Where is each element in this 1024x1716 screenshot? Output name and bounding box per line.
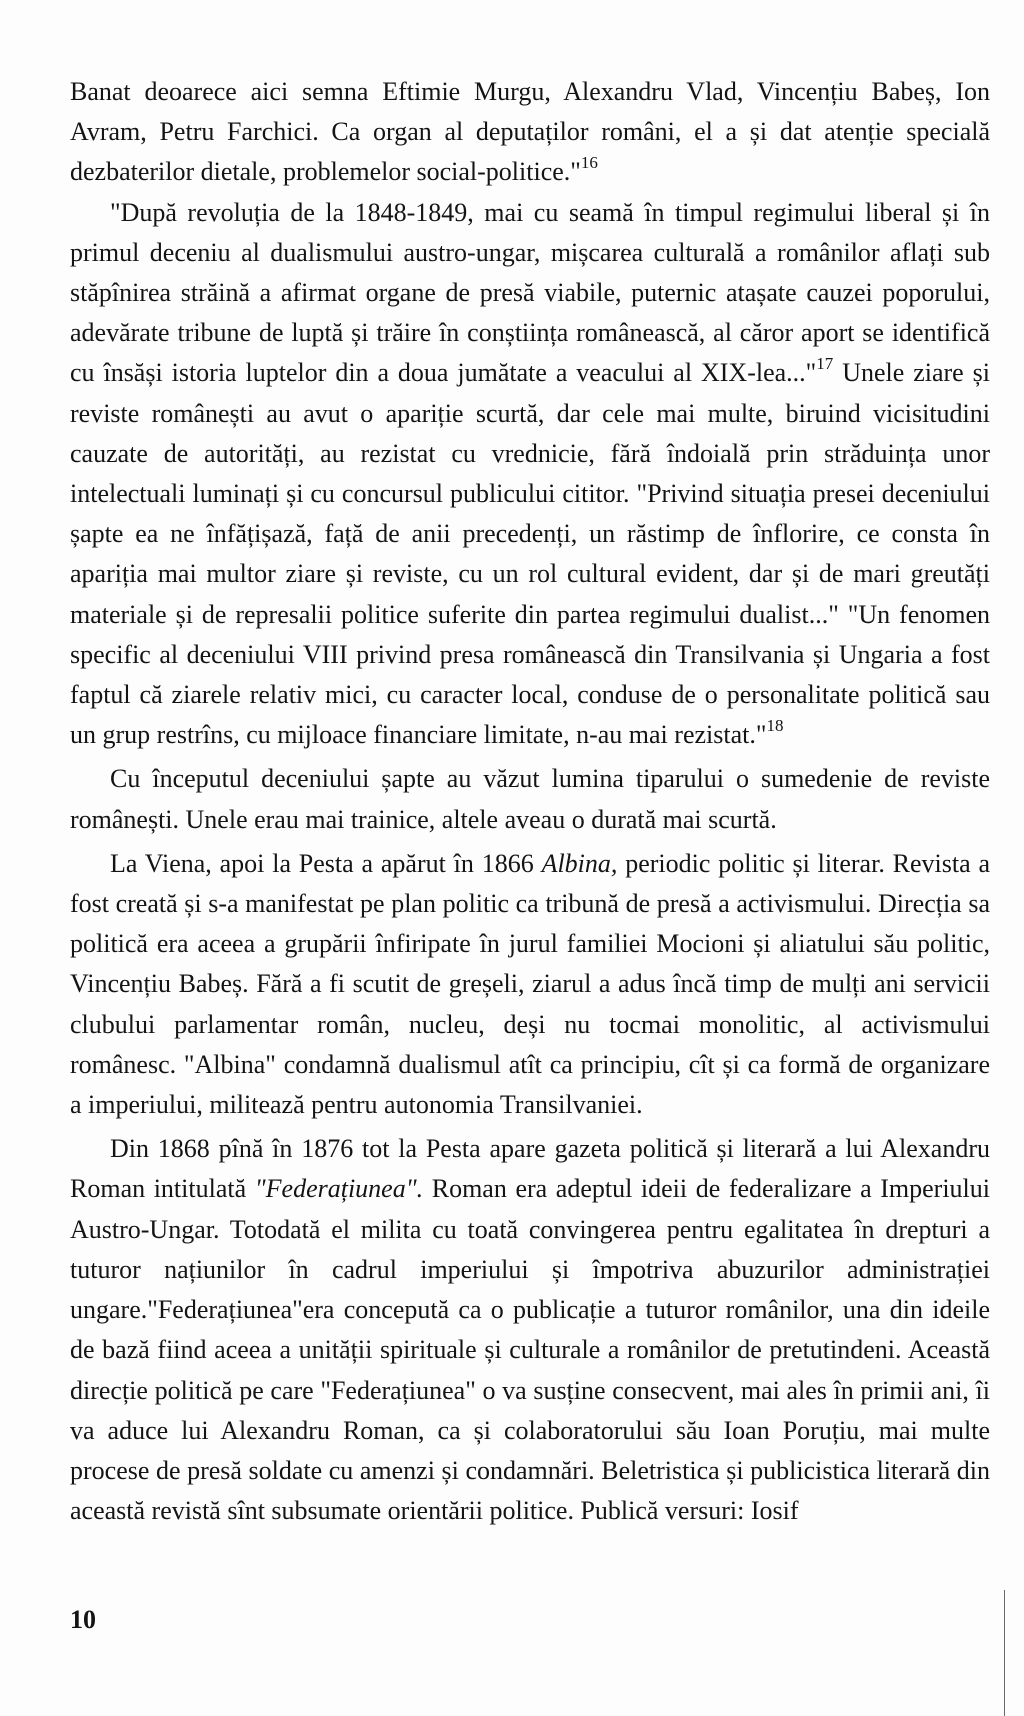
- paragraph-5-text-b: Roman era adeptul ideii de federalizare a Imperiului Austro-Ungar. Totodată el milita cu toată convingerea pentru egalitatea în drepturi a tuturor națiunilor în cadrul imperiului și împotriva abuzurilor administrației ungare."Federațiunea"era concepută ca o publicație a tuturor românilor, una din ideile de bază fiind aceea a unității spirituale și culturale a românilor de pretutindeni. Această direcție politică pe care "Federațiunea" o va susține consecvent, mai ales în primii ani, îi va aduce lui Alexandru Roman, ca și colaboratorului său Ioan Poruțiu, mai multe procese de presă soldate cu amenzi și condamnări. Beletristica și publicistica literară din această revistă sînt subsumate orientării politice. Publică versuri: Iosif: [70, 1174, 991, 1526]
- page-number: 10: [70, 1605, 96, 1634]
- footnote-ref-16: 16: [580, 152, 598, 172]
- paragraph-2: [70, 193, 990, 756]
- paragraph-4: [70, 844, 990, 1125]
- periodical-title-federatiunea: "Federațiunea".: [254, 1174, 424, 1204]
- paragraph-2-text-b: Unele ziare și reviste românești au avut o apariție scurtă, dar cele mai multe, biruind vicisitudini cauzate de autorități, au rezistat cu vrednicie, fără îndoială prin străduința unor intelectuali luminați și cu concursul publicului cititor. "Privind situația presei deceniului șapte ea ne înfățișază, față de anii precedenți, un răstimp de înflorire, ce consta în apariția mai multor ziare și reviste, cu un rol cultural evident, dar și de mari greutăți materiale și de represalii politice suferite din partea regimului dualist..." "Un fenomen specific al deceniului VIII privind presa românească din Transilvania și Ungaria a fost faptul că ziarele relativ mici, cu caracter local, conduse de o personalitate politică sau un grup restrîns, cu mijloace financiare limitate, n-au mai rezistat.": [70, 358, 990, 750]
- paragraph-5-text-a: Din 1868 pînă în 1876 tot la Pesta apare gazeta politică și literară a lui Alexandru Roman intitulată: [70, 1134, 990, 1204]
- footnote-ref-17: 17: [816, 353, 834, 373]
- paragraph-1-text: Banat deoarece aici semna Eftimie Murgu, Alexandru Vlad, Vincențiu Babeș, Ion Avram, Petru Farchici. Ca organ al deputaților români, el a și dat atenție specială dezbaterilor dietale, problemelor social-politice.": [70, 77, 990, 187]
- footnote-ref-18: 18: [766, 715, 784, 735]
- body-text: [70, 72, 990, 1531]
- paragraph-4-text-b: periodic politic și literar. Revista a fost creată și s-a manifestat pe plan politic ca tribună de presă a activismului. Direcția sa politică era aceea a grupării înfiripate în jurul familiei Mocioni și aliatului său politic, Vincențiu Babeș. Fără a fi scutit de greșeli, ziarul a adus încă timp de mulți ani servicii clubului parlamentar român, nucleu, deși nu tocmai monolitic, al activismului românesc. "Albina" condamnă dualismul atît ca principiu, cît și ca formă de organizare a imperiului, militează pentru autonomia Transilvaniei.: [70, 848, 990, 1120]
- paragraph-5: [70, 1129, 990, 1531]
- paragraph-2-text-a: "După revoluția de la 1848-1849, mai cu seamă în timpul regimului liberal și în primul deceniu al dualismului austro-ungar, mișcarea culturală a românilor aflați sub stăpînirea străină a afirmat organe de presă viabile, puternic atașate cauzei poporului, adevărate tribune de luptă și trăire în conștiința românească, al căror aport se identifică cu însăși istoria luptelor din a doua jumătate a veacului al XIX-lea...": [70, 197, 990, 388]
- paragraph-1: [70, 72, 990, 193]
- page-edge-line: [1004, 1590, 1005, 1716]
- periodical-title-albina: Albina,: [541, 848, 618, 878]
- paragraph-3: Cu începutul deceniului șapte au văzut lumina tiparului o sumedenie de reviste românești. Unele erau mai trainice, altele aveau o durată mai scurtă.: [70, 764, 990, 834]
- paragraph-4-text-a: La Viena, apoi la Pesta a apărut în 1866: [110, 848, 542, 878]
